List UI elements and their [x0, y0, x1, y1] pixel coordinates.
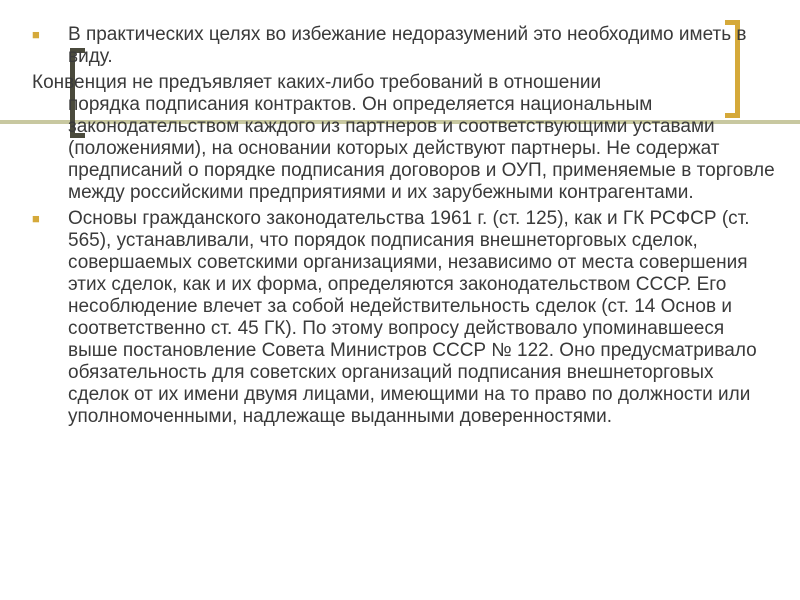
bullet-paragraph-3 [32, 208, 777, 428]
paragraph-text: порядка подписания контрактов. Он определяется национальным законодательством каждого из партнеров и соответствующими уставами (положениями), на основании которых действуют партнеры. Не содержат предписаний о порядке подписания договоров и ОУП, применяемые в торговле между российскими предприятиями и их зарубежными контрагентами. [68, 94, 775, 203]
paragraph-2-continuation [32, 94, 777, 204]
paragraph-text: Основы гражданского законодательства 1961 г. (ст. 125), как и ГК РСФСР (ст. 565), устанавливали, что порядок подписания внешнеторговых сделок, совершаемых советскими организациями, независимо от места совершения этих сделок, как и их форма, определяются законодательством СССР. Его несоблюдение влечет за собой недействительность сделок (ст. 14 Основ и соответственно ст. 45 ГК). По этому вопросу действовало упоминавшееся выше постановление Совета Министров СССР № 122. Оно предусматривало обязательность для советских организаций подписания внешнеторговых сделок от их имени двумя лицами, имеющими на то право по должности или уполномоченными, надлежаще выданными доверенностями. [68, 208, 757, 427]
bullet-icon: ■ [32, 27, 40, 42]
bullet-icon: ■ [32, 211, 40, 226]
paragraph-text: В практических целях во избежание недоразумений это необходимо иметь в виду. [68, 24, 747, 67]
paragraph-text: Конвенция не предъявляет каких-либо требований в отношении [32, 72, 602, 93]
bullet-paragraph-1 [32, 24, 777, 68]
paragraph-2-first-line [32, 72, 777, 94]
slide-body [32, 24, 777, 428]
